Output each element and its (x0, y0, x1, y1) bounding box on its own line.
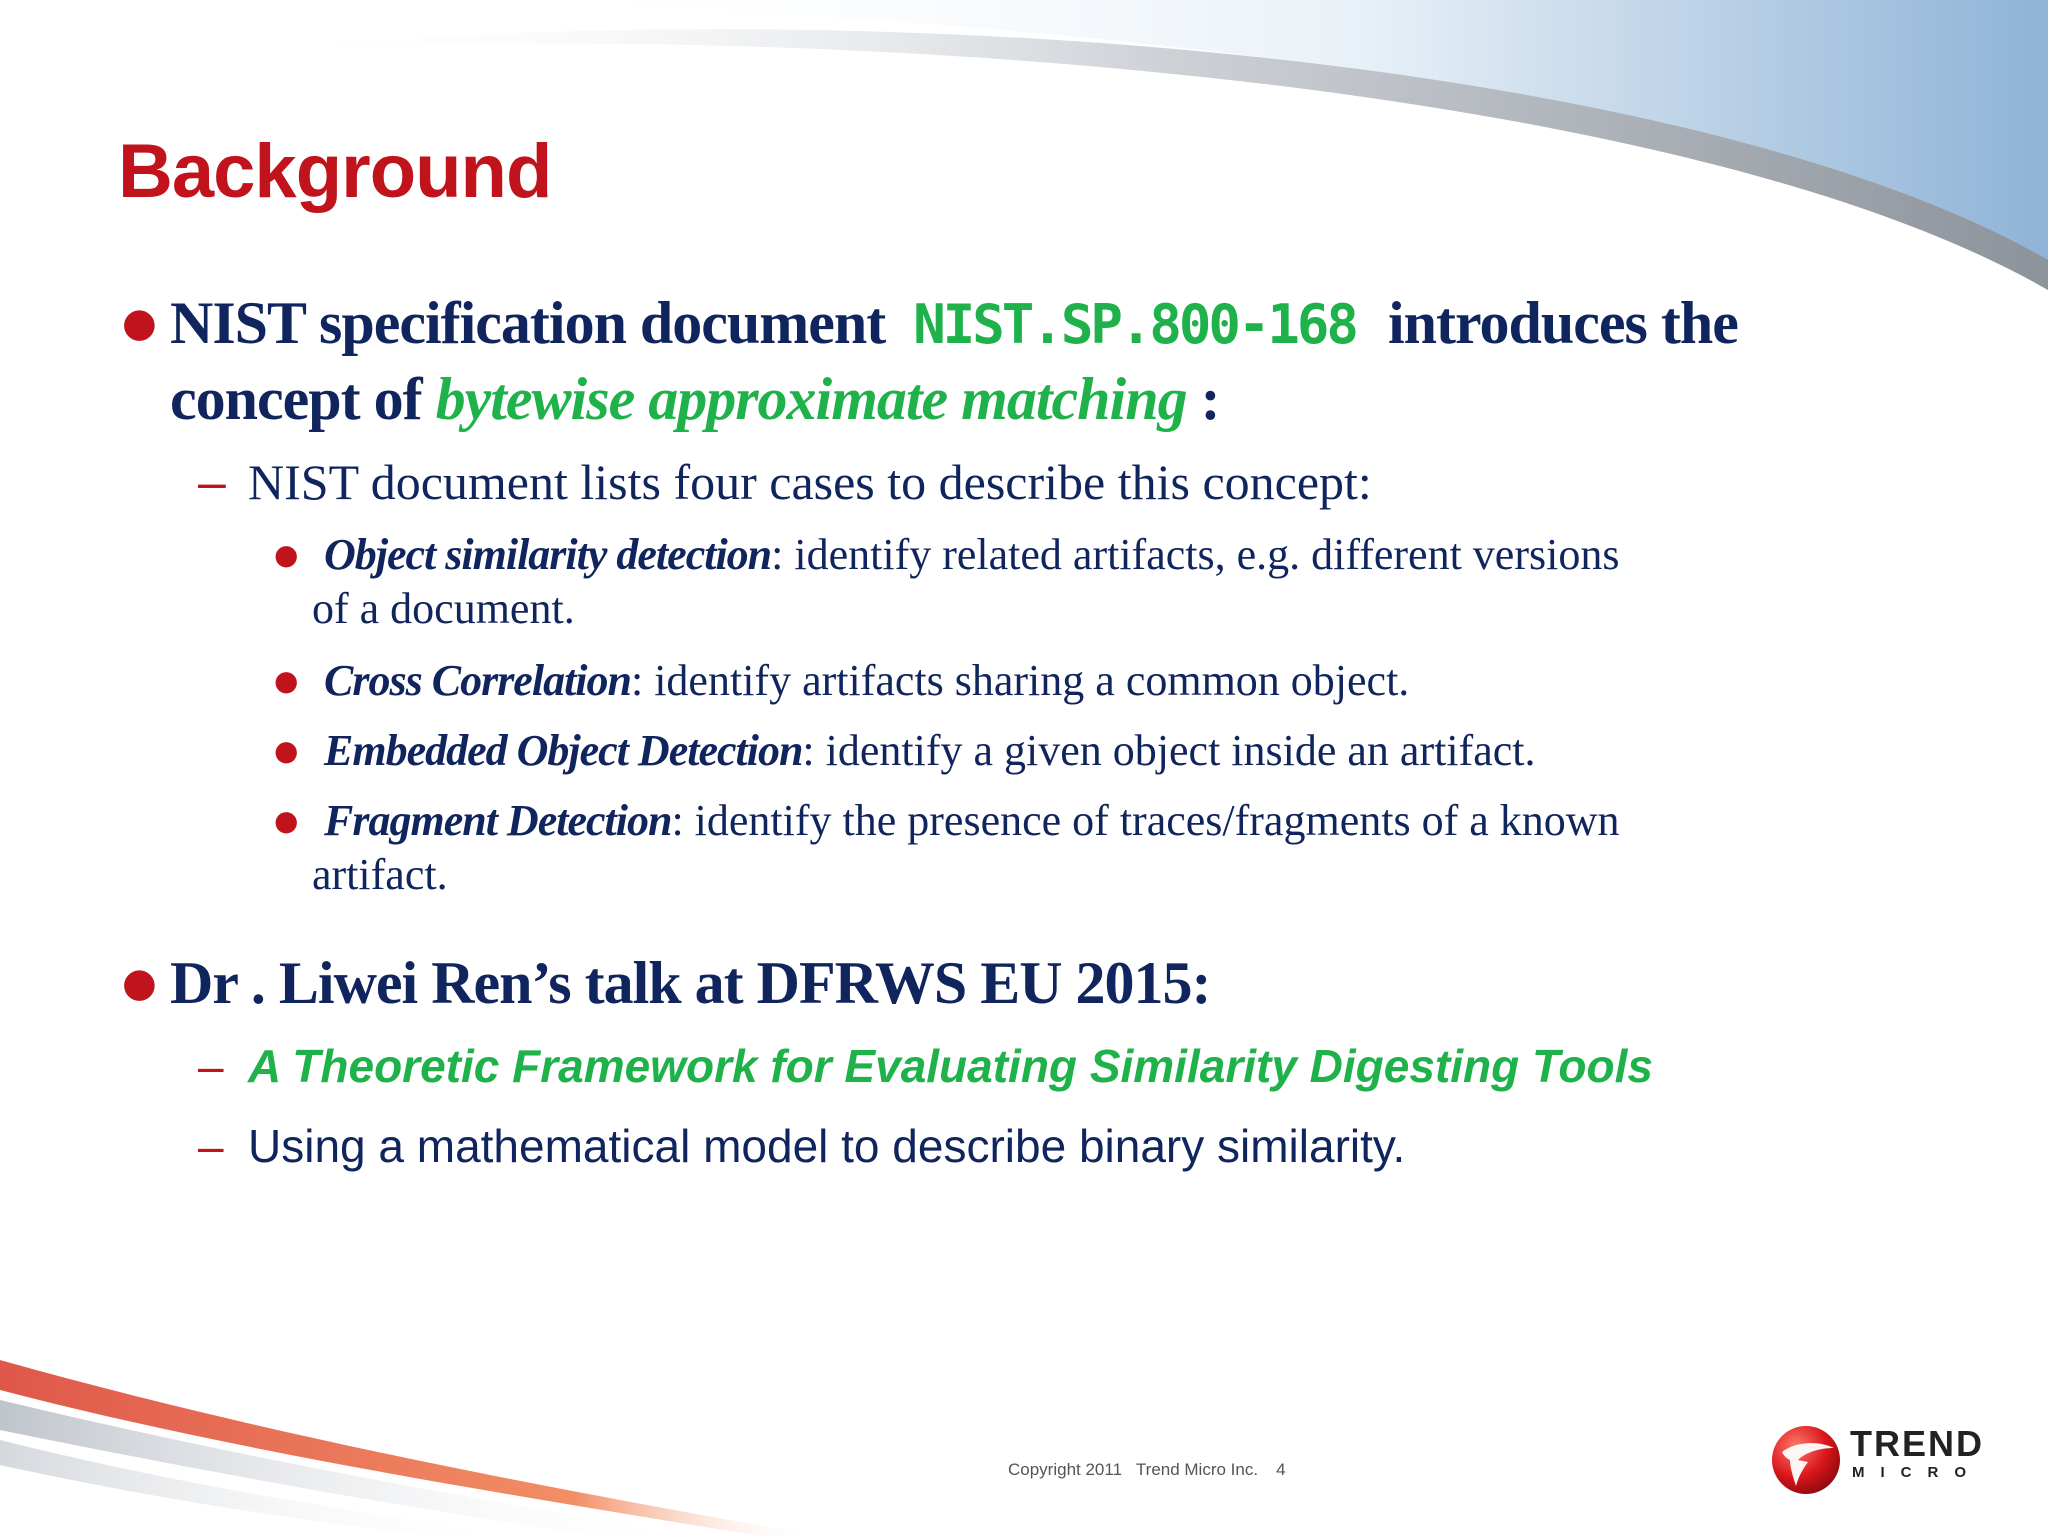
case-desc: : identify the presence of traces/fragments of a known (671, 796, 1620, 845)
footer (1008, 1460, 1286, 1480)
trend-micro-logo (1768, 1420, 1988, 1500)
bullet-dot: ● (274, 734, 299, 767)
case-item (274, 794, 1952, 902)
bullet-text: NIST specification document (170, 290, 900, 356)
bullet-talk (122, 946, 1890, 1020)
slide-title: Background (118, 129, 552, 214)
case-desc: of a document. (312, 584, 575, 633)
bullet-text: : (1186, 366, 1220, 432)
sub-bullet-text: Using a mathematical model to describe binary similarity. (248, 1120, 1406, 1172)
case-term: Cross Correlation (324, 656, 631, 705)
case-item (274, 654, 1952, 708)
case-desc: : identify artifacts sharing a common object. (630, 656, 1410, 705)
bullet-text: introduces the (1373, 290, 1738, 356)
sub-bullet-paper (198, 1036, 1948, 1096)
bullet-dot: ● (122, 960, 156, 1006)
case-desc: : identify a given object inside an artifact. (802, 726, 1536, 775)
case-item (274, 724, 1952, 778)
logo-name: TREND (1850, 1423, 1984, 1464)
trend-micro-ball-icon (1768, 1422, 1844, 1498)
dash-marker: – (198, 454, 226, 510)
bullet-dot: ● (274, 664, 299, 697)
paper-title: A Theoretic Framework for Evaluating Similarity Digesting Tools (248, 1040, 1653, 1092)
bullet-dot: ● (274, 804, 299, 837)
dash-marker: – (198, 1040, 224, 1092)
page-number: 4 (1276, 1460, 1286, 1479)
bullet-text: Dr . Liwei Ren’s talk at DFRWS EU 2015: (170, 950, 1211, 1016)
sub-bullet-cases (198, 452, 1948, 512)
term-highlight: bytewise approximate matching (435, 366, 1187, 432)
case-desc: artifact. (312, 850, 448, 899)
bullet-dot: ● (122, 300, 156, 346)
spec-id: NIST.SP.800-168 (913, 293, 1356, 356)
sub-bullet-model (198, 1116, 1948, 1176)
sub-bullet-text: NIST document lists four cases to describe this concept: (248, 454, 1372, 510)
logo-sub: MICRO (1852, 1464, 1982, 1481)
dash-marker: – (198, 1120, 224, 1172)
case-term: Fragment Detection (324, 796, 672, 845)
case-item (274, 528, 1952, 636)
bullet-text: concept of (170, 366, 436, 432)
bullet-dot: ● (274, 538, 299, 571)
case-term: Embedded Object Detection (324, 726, 803, 775)
case-desc: : identify related artifacts, e.g. different versions (771, 530, 1620, 579)
bullet-nist (122, 286, 1890, 436)
copyright-text: Copyright 2011 Trend Micro Inc. (1008, 1460, 1259, 1479)
case-term: Object similarity detection (324, 530, 772, 579)
